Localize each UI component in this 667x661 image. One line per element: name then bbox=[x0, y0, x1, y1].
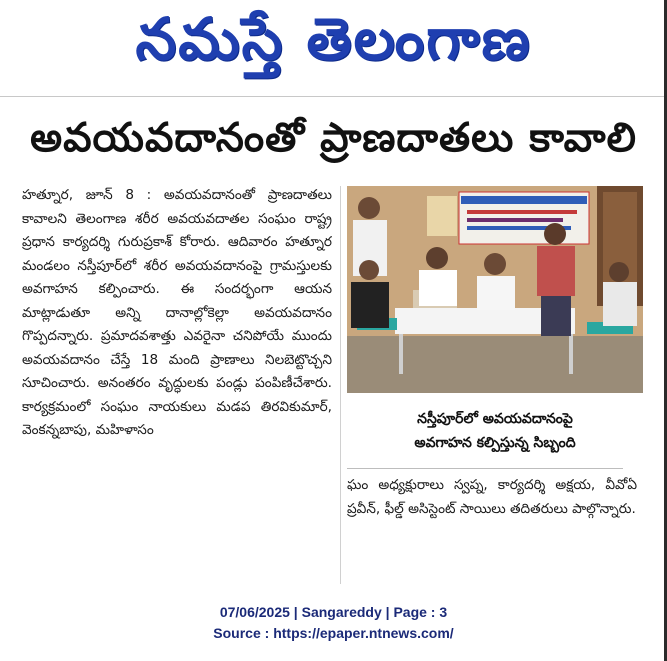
column-divider bbox=[340, 186, 341, 584]
news-photo bbox=[347, 186, 643, 393]
photo-scene-illustration bbox=[347, 186, 643, 393]
masthead-divider bbox=[0, 96, 667, 97]
caption-divider bbox=[347, 468, 623, 469]
article-paragraph: హత్నూర, జూన్ 8 : అవయవదానంతో ప్రాణదాతలు కావాలని తెలంగాణ శరీర అవయవదాతల సంఘం రాష్ట్ర ప్రధాన కార్యదర్శి గురుప్రకాశ్ కోరారు. ఆదివారం హత్నూర మండలం నస్తీపూర్‌లో శరీర అవయవదానంపై గ్రామస్తులకు అవగాహన కల్పించారు. ఈ సందర్భంగా ఆయన మాట్లాడుతూ అన్ని దానాల్లోకెల్లా అవయవదానం గొప్పదన్నారు. ప్రమాదవశాత్తు ఎవరైనా చనిపోయే ముందు అవయవదానం చేస్తే 18 మంది ప్రాణాలు నిలబెట్టొచ్చని సూచించారు. అనంతరం వృద్ధులకు పండ్లు పంపిణీచేశారు. కార్యక్రమంలో సంఘం నాయకులు మడప తిరవికుమార్, వెంకన్నబాపు, మహిళాసం bbox=[22, 187, 332, 438]
photo-caption bbox=[347, 400, 643, 462]
article-body bbox=[22, 184, 332, 589]
article-headline: అవయవదానంతో ప్రాణదాతలు కావాలి bbox=[30, 115, 637, 161]
headline-block bbox=[0, 108, 667, 178]
masthead bbox=[0, 0, 667, 92]
caption-line: నస్తీపూర్‌లో అవయవదానంపై bbox=[417, 411, 573, 427]
page-footer bbox=[0, 598, 667, 648]
edition-info: 07/06/2025 | Sangareddy | Page : 3 bbox=[219, 604, 448, 620]
caption-line: అవగాహన కల్పిస్తున్న సిబ్బంది bbox=[414, 435, 576, 451]
newspaper-title: నమస్తే తెలంగాణ bbox=[135, 4, 532, 73]
article-continuation: ఘం అధ్యక్షురాలు స్వప్న, కార్యదర్శి అక్షయ, వీవోఏ ప్రవీన్, ఫీల్డ్ అసిస్టెంట్ సాయిలు తదితరులు పాల్గొన్నారు. bbox=[347, 477, 637, 517]
source-link[interactable]: Source : https://epaper.ntnews.com/ bbox=[213, 625, 454, 641]
